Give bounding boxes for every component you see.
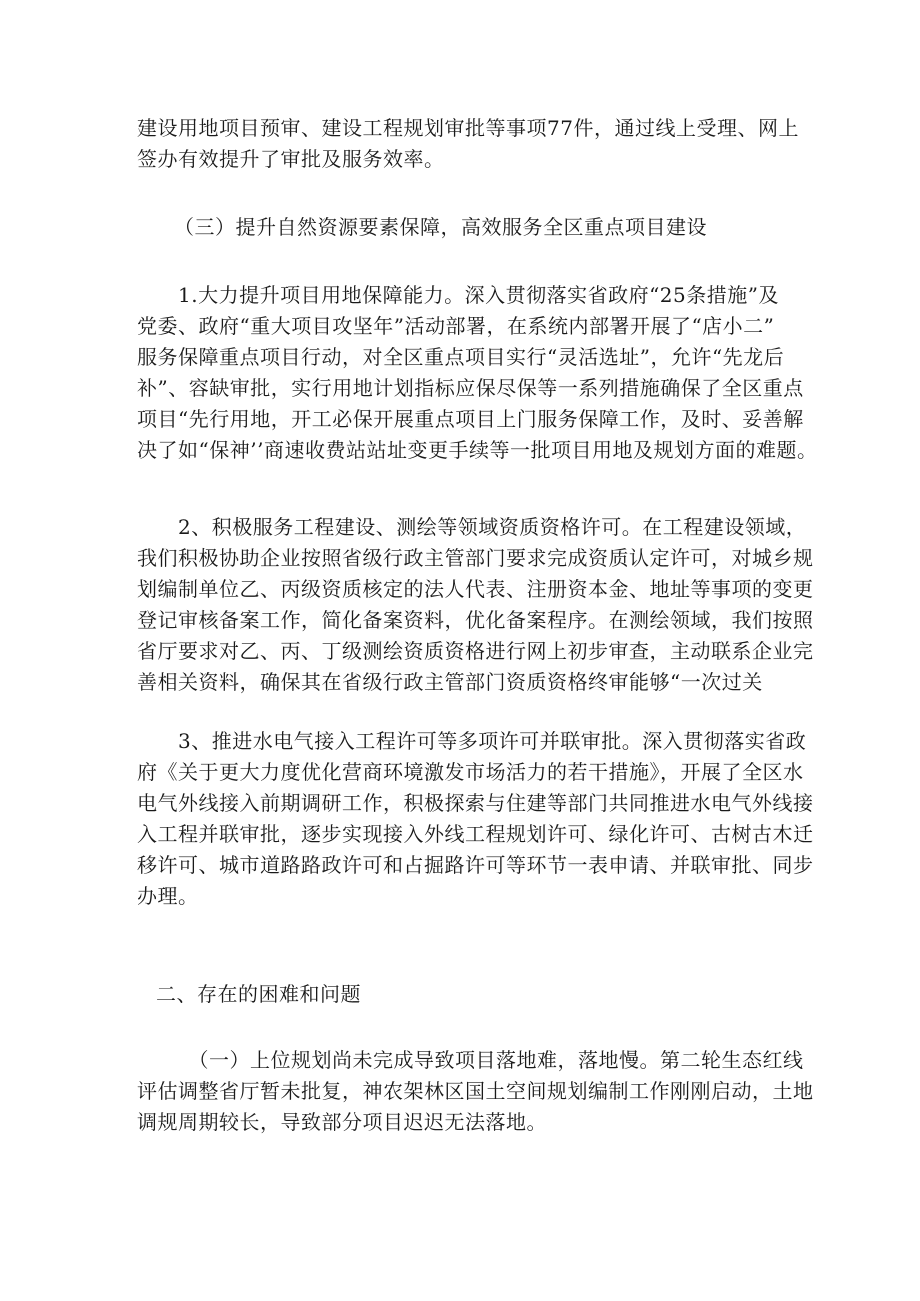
text-line: 移许可、城市道路路政许可和占掘路许可等环节一表申请、并联审批、同步 [137, 853, 814, 877]
text-line: 服务保障重点项目行动，对全区重点项目实行“灵活选址”，允许“先龙后 [137, 345, 785, 369]
text-line: 府《关于更大力度优化营商环境激发市场活力的若干措施》，开展了全区水 [137, 760, 804, 784]
text-line: 补”、容缺审批，实行用地计划指标应保尽保等一系列措施确保了全区重点 [137, 376, 804, 400]
paragraph-approval-summary [137, 113, 797, 175]
text-line: 登记审核备案工作，简化备案资料，优化备案程序。在测绘领域，我们按照 [137, 608, 814, 632]
text-line: 项目“先行用地，开工必保开展重点项目上门服务保障工作，及时、妥善解 [137, 407, 804, 431]
text-line: 3、推进水电气接入工程许可等多项许可并联审批。深入贯彻落实省政 [137, 729, 807, 753]
text-line: 1.大力提升项目用地保障能力。深入贯彻落实省政府“25条措施”及 [137, 283, 779, 307]
text-line: 党委、政府“重大项目攻坚年”活动部署，在系统内部署开展了“店小二” [137, 314, 775, 338]
text-line: 决了如“保神’’商速收费站站址变更手续等一批项目用地及规划方面的难题。 [137, 438, 818, 462]
text-line: 签办有效提升了审批及服务效率。 [137, 147, 445, 171]
text-line: 电气外线接入前期调研工作，积极探索与住建等部门共同推进水电气外线接 [137, 791, 814, 815]
paragraph-planning-delay [137, 1045, 814, 1138]
text-line: 调规周期较长，导致部分项目迟迟无法落地。 [137, 1110, 547, 1134]
text-line: 划编制单位乙、丙级资质核定的法人代表、注册资本金、地址等事项的变更 [137, 577, 814, 601]
text-line: 评估调整省厅暂未批复，神农架林区国土空间规划编制工作刚刚启动，土地 [137, 1079, 814, 1103]
section-heading-resource-guarantee [174, 212, 834, 243]
text-line: 二、存在的困难和问题 [156, 982, 361, 1006]
paragraph-land-use-guarantee [137, 280, 818, 466]
text-line: 善相关资料，确保其在省级行政主管部门资质资格终审能够“一次过关 [137, 670, 763, 694]
text-line: 我们积极协助企业按照省级行政主管部门要求完成资质认定许可，对城乡规 [137, 546, 814, 570]
text-line: 建设用地项目预审、建设工程规划审批等事项77件，通过线上受理、网上 [137, 116, 799, 140]
text-line: 入工程并联审批，逐步实现接入外线工程规划许可、绿化许可、古树古木迁 [137, 822, 814, 846]
section-heading-problems [156, 979, 816, 1010]
text-line: （一）上位规划尚未完成导致项目落地难，落地慢。第二轮生态红线 [137, 1048, 804, 1072]
text-line: 2、积极服务工程建设、测绘等领域资质资格许可。在工程建设领域， [137, 515, 807, 539]
text-line: 省厅要求对乙、丙、丁级测绘资质资格进行网上初步审查，主动联系企业完 [137, 639, 814, 663]
paragraph-qualification-permits [137, 512, 814, 698]
text-line: （三）提升自然资源要素保障，高效服务全区重点项目建设 [174, 215, 707, 239]
text-line: 办理。 [137, 884, 199, 908]
paragraph-utility-connection-approval [137, 726, 814, 912]
